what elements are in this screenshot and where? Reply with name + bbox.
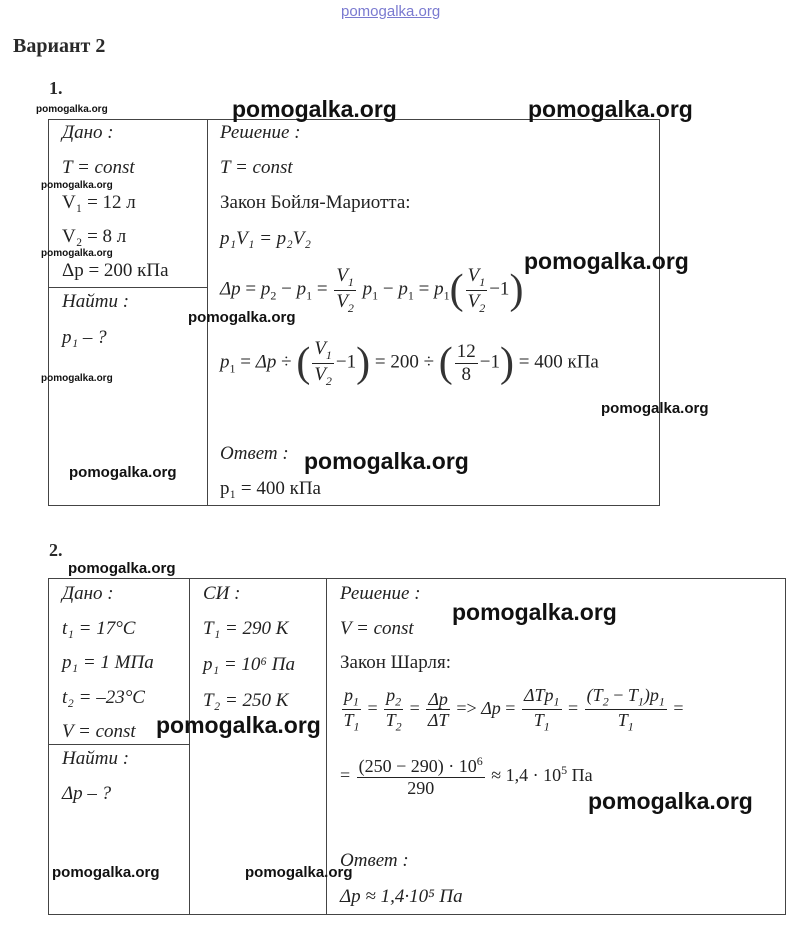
p2-given-2: p₁ = 1 МПа [62,652,154,673]
p1-law: Закон Бойля-Мариотта: [220,192,411,213]
p1-answer-label: Ответ : [220,443,289,464]
watermark-8: pomogalka.org [41,373,113,384]
p1-find: p₁ – ? [62,327,107,348]
watermark-6: pomogalka.org [524,248,689,274]
watermark-9: pomogalka.org [601,400,709,417]
p2-si-2: p₁ = 10⁶ Па [203,654,296,675]
p2-eq1: $\frac{p_1}{T_1}$ = $\frac{p_2}{T_2}$ = $\frac{\Delta p}{\Delta T}$ => Δp = $\frac{\Delta Tp_1}{T_1}$ = $\frac{(T_2 - T_1)p_1}{T_1}$ = [343,685,684,734]
p2-find: Δp – ? [62,783,112,804]
p2-given-label: Дано : [62,583,114,604]
p2-law: Закон Шарля: [340,652,451,673]
p1-find-label: Найти : [62,291,130,312]
watermark-10: pomogalka.org [304,448,469,474]
watermark-7: pomogalka.org [188,309,296,326]
watermark-17: pomogalka.org [245,864,353,881]
p1-eq3: $p_1 = \Delta p$ ÷ ( $\frac{V_1}{V_2}$ −1) = 200 ÷ ( $\frac{12}{8}$ −1) = 400 кПа [220,338,599,388]
p1-given-4: Δp = 200 кПа [62,260,169,281]
p2-si-3: T₂ = 250 К [203,690,289,711]
watermark-11: pomogalka.org [69,464,177,481]
p2-si-label: СИ : [203,583,241,604]
problem-2-number: 2. [49,540,63,560]
watermark-13: pomogalka.org [452,599,617,625]
p1-given-3: V₂ = 8 л [62,226,127,247]
problem-1-find-divider [48,287,207,288]
watermark-15: pomogalka.org [588,788,753,814]
watermark-5: pomogalka.org [41,248,113,259]
site-link[interactable]: pomogalka.org [341,3,441,20]
p1-eq1: p₁V₁ = p₂V₂ [220,228,311,249]
p2-find-label: Найти : [62,748,130,769]
watermark-2: pomogalka.org [232,96,397,122]
problem-2-find-divider [48,744,189,745]
watermark-16: pomogalka.org [52,864,160,881]
p2-answer: Δp ≈ 1,4·10⁵ Па [340,886,463,907]
p1-solution-label: Решение : [220,122,301,143]
p1-given-2: V₁ = 12 л [62,192,136,213]
p1-given-label: Дано : [62,122,114,143]
watermark-1: pomogalka.org [36,104,108,115]
p2-eq2: = $\frac{(250 - 290) \cdot 10^6}{290}$ ≈ $1,4 \cdot 10^5$ Па [340,754,593,798]
p2-given-3: t₂ = –23°C [62,687,145,708]
watermark-12: pomogalka.org [68,560,176,577]
p1-answer: p₁ = 400 кПа [220,478,321,499]
p2-solution-label: Решение : [340,583,421,604]
p2-given-1: t₁ = 17°C [62,618,136,639]
p1-eq2: $\Delta p = p_2 - p_1$ = $\frac{V_1}{V_2}$ $p_1 - p_1 = p_1$( $\frac{V_1}{V_2}$ −1) [220,265,524,315]
variant-title: Вариант 2 [13,35,106,57]
p2-answer-label: Ответ : [340,850,409,871]
p2-si-1: T₁ = 290 К [203,618,289,639]
p2-solution-line1: V = const [340,618,414,639]
watermark-3: pomogalka.org [528,96,693,122]
watermark-4: pomogalka.org [41,180,113,191]
problem-1-number: 1. [49,78,63,98]
problem-2-divider-1 [189,578,190,914]
p2-given-4: V = const [62,721,136,742]
p1-solution-line1: T = const [220,157,293,178]
watermark-14: pomogalka.org [156,712,321,738]
p1-given-1: T = const [62,157,135,178]
